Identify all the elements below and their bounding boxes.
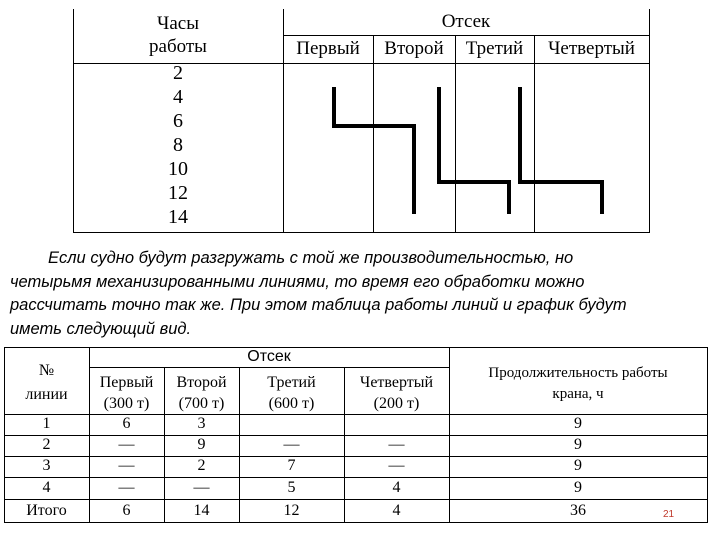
- hour-label: 10: [168, 158, 188, 180]
- total-cell: 4: [392, 502, 401, 519]
- section-header: Отсек: [441, 11, 491, 32]
- description-paragraph: [10, 247, 700, 341]
- paragraph-line: Если судно будут разгружать с той же производительностью, но: [48, 249, 574, 267]
- row-duration: 9: [574, 457, 582, 474]
- row-cell: 2: [197, 457, 206, 474]
- section-third: Третий: [465, 38, 524, 59]
- row-cell: 7: [287, 457, 296, 474]
- section-first-name: Первый: [99, 374, 154, 391]
- row-cell: 3: [197, 415, 206, 432]
- crane-line-2: [439, 87, 509, 214]
- section-header: Отсек: [247, 348, 291, 365]
- hours-header-line1: Часы: [157, 13, 199, 34]
- row-cell: —: [118, 457, 135, 474]
- section-second-name: Второй: [176, 374, 227, 391]
- row-cell: —: [193, 479, 210, 496]
- hour-label: 2: [173, 62, 183, 84]
- section-third-name: Третий: [267, 374, 316, 391]
- grid-line: [4, 499, 708, 500]
- row-line-number: 3: [42, 457, 51, 474]
- row-cell: 4: [392, 479, 401, 496]
- line-no-header-line2: линии: [25, 386, 68, 403]
- duration-header-line1: Продолжительность работы: [488, 365, 668, 381]
- row-line-number: 1: [42, 415, 51, 432]
- row-cell: 6: [122, 415, 131, 432]
- section-second: Второй: [384, 38, 444, 59]
- crane-line-1: [334, 87, 414, 214]
- slide-number: 21: [663, 509, 675, 520]
- grid-line: [4, 522, 708, 523]
- duration-header-line2: крана, ч: [552, 386, 604, 402]
- row-cell: —: [118, 479, 135, 496]
- hour-label: 6: [173, 110, 183, 132]
- paragraph-line: четырьмя механизированными линиями, то время его обработки можно: [10, 272, 585, 291]
- row-cell: 5: [287, 479, 296, 496]
- row-cell: 9: [197, 436, 206, 453]
- hour-label: 12: [168, 182, 188, 204]
- crane-schedule-chart: [73, 9, 649, 232]
- section-fourth-name: Четвертый: [359, 374, 434, 391]
- section-second-capacity: (700 т): [178, 395, 225, 412]
- lines-work-table: [4, 347, 707, 522]
- hour-label: 14: [168, 206, 188, 228]
- section-first: Первый: [296, 38, 360, 59]
- total-duration: 36: [570, 502, 586, 519]
- row-line-number: 2: [42, 436, 51, 453]
- row-line-number: 4: [42, 479, 51, 496]
- crane-line-3: [520, 87, 602, 214]
- paragraph-line: рассчитать точно так же. При этом таблица работы линий и график будут: [10, 296, 627, 314]
- section-fourth: Четвертый: [548, 38, 635, 59]
- total-cell: 14: [193, 502, 210, 519]
- row-cell: —: [118, 436, 135, 453]
- paragraph-line: иметь следующий вид.: [10, 319, 192, 338]
- total-label: Итого: [26, 502, 67, 519]
- row-duration: 9: [574, 415, 582, 432]
- schedule-lines: [73, 9, 650, 233]
- section-fourth-capacity: (200 т): [373, 395, 420, 412]
- row-cell: —: [388, 436, 405, 453]
- hour-label: 4: [173, 86, 183, 108]
- row-duration: 9: [574, 479, 582, 496]
- row-cell: —: [388, 457, 405, 474]
- row-cell: —: [283, 436, 300, 453]
- total-cell: 6: [122, 502, 131, 519]
- hours-header-line2: работы: [149, 36, 207, 57]
- grid-line: [89, 367, 449, 368]
- section-first-capacity: (300 т): [103, 395, 150, 412]
- section-third-capacity: (600 т): [268, 395, 315, 412]
- row-duration: 9: [574, 436, 582, 453]
- total-cell: 12: [283, 502, 300, 519]
- hour-label: 8: [173, 134, 183, 156]
- line-no-header-line1: №: [38, 362, 55, 379]
